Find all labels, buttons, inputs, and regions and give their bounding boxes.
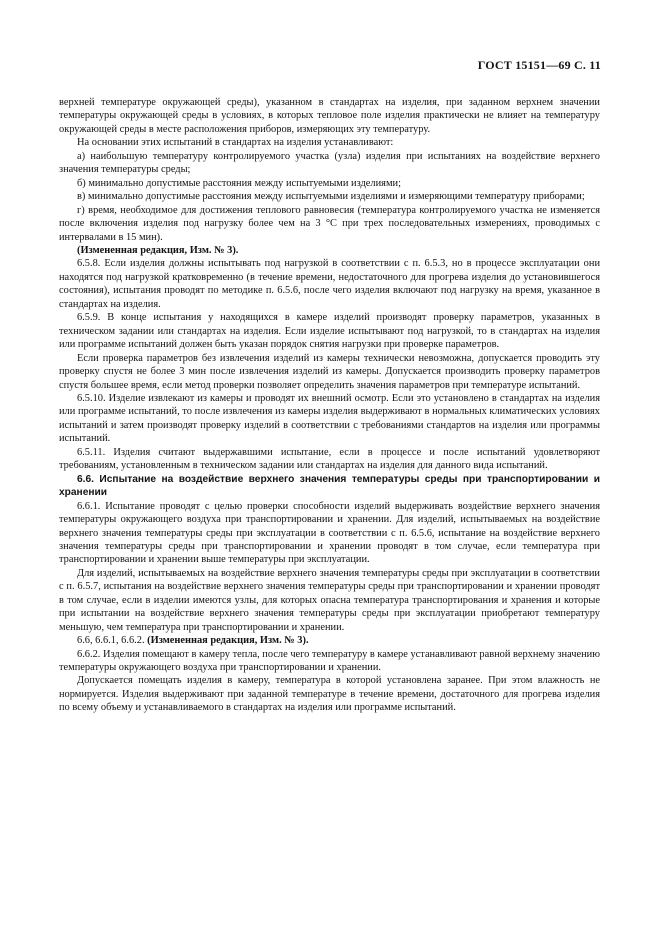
clause-6-5-8: 6.5.8. Если изделия должны испытывать под нагрузкой в соответствии с п. 6.5.3, но в процессе эксплуатации они находятся под нагрузкой кратковременно (в течение времени, недостаточного для прогрева изделия до установившегося состояния), испытания проводят по методике п. 6.5.6, после чего изделия включают под нагрузку на время, указанное в стандартах на изделия. xyxy=(59,258,600,310)
list-item-g: г) время, необходимое для достижения теплового равновесия (температура контролируемого участка не изменяется после включения изделия под нагрузку более чем на 3 °С при трех последовательных измерениях, проводимых с интервалами в 15 мин). xyxy=(59,204,600,243)
amendment-line xyxy=(59,634,600,647)
clause-6-5-10: 6.5.10. Изделие извлекают из камеры и проводят их внешний осмотр. Если это установлено в стандартах на изделия или программе испытаний, то после извлечения из камеры изделия выдерживают в нормальных климатических условиях испытаний и затем производят проверку изделий в соответствии с требованиями стандартов на изделия или программы испытаний. xyxy=(59,392,600,445)
clause-6-5-9: 6.5.9. В конце испытания у находящихся в камере изделий производят проверку параметров, указанных в техническом задании или стандартах на изделия. Если изделие испытывают под нагрузкой, то в стандартах на изделия или программе испытаний должен быть указан порядок снятия нагрузки при проверке параметров. xyxy=(59,312,600,351)
clause-6-5-11: 6.5.11. Изделия считают выдержавшими испытание, если в процессе и после испытаний удовлетворяют требованиям, установленным в техническом задании или стандартах на изделия для данного вида испытаний. xyxy=(59,446,600,472)
amendment-note: (Измененная редакция, Изм. № 3). xyxy=(147,635,309,647)
list-item-a: а) наибольшую температуру контролируемого участка (узла) изделия при испытаниях на воздействие верхнего значения температуры среды; xyxy=(59,150,600,176)
page-body xyxy=(59,96,600,715)
clause-6-6-1: 6.6.1. Испытание проводят с целью проверки способности изделий выдерживать воздействие верхнего значения температуры окружающего воздуха при транспортировании и хранении. Для изделий, испытываемых на воздействие верхнего значения температуры среды при эксплуатации в соответствии с п. 6.5.6, испытание на воздействие верхнего значения температуры среды при транспортировании и хранении проводят в том случае, если температура при транспортировании и хранении выше температуры при эксплуатации. xyxy=(59,500,600,566)
paragraph: На основании этих испытаний в стандартах на изделия устанавливают: xyxy=(77,137,394,149)
paragraph: Если проверка параметров без извлечения изделий из камеры технически невозможна, допускается проводить эту проверку спустя не более 3 мин после извлечения изделий из камеры. Допускается производить проверку параметров спустя большее время, если метод проверки позволяет определить значения параметров при температуре испытаний. xyxy=(59,352,600,391)
list-item-v: в) минимально допустимые расстояния между испытуемыми изделиями и измеряющими температуру приборами; xyxy=(77,191,585,203)
list-item-b: б) минимально допустимые расстояния между испытуемыми изделиями; xyxy=(77,177,401,189)
running-header: ГОСТ 15151—69 С. 11 xyxy=(477,58,601,72)
amendment-note: (Измененная редакция, Изм. № 3). xyxy=(77,244,239,256)
paragraph: Для изделий, испытываемых на воздействие верхнего значения температуры среды при эксплуатации в соответствии с п. 6.5.7, испытания на воздействие верхнего значения температуры среды при транспортировании и хранении проводят в том случае, если в изделии имеются узлы, для которых опасна температура транспортирования и хранения и которые при испытании на воздействие верхнего значения температуры среды при эксплуатации приобретают температуру меньшую, чем температура при транспортировании и хранении. xyxy=(59,567,600,633)
clause-6-6-2: 6.6.2. Изделия помещают в камеру тепла, после чего температуру в камере устанавливают равной верхнему значению температуры окружающего воздуха при транспортировании и хранении. xyxy=(59,648,600,674)
paragraph-continuation: верхней температуре окружающей среды), указанном в стандартах на изделия, при заданном верхнем значении температуры окружающей среды в условиях, в которых тепловое поле изделия практически не влияет на температуру окружающей среды в месте расположения приборов, измеряющих эту температуру. xyxy=(59,97,600,135)
amendment-clauses: 6.6, 6.6.1, 6.6.2. xyxy=(77,635,145,647)
section-heading-6-6: 6.6. Испытание на воздействие верхнего значения температуры среды при транспортировании и хранении xyxy=(59,473,600,499)
paragraph: Допускается помещать изделия в камеру, температура в которой установлена заранее. При этом влажность не нормируется. Изделия выдерживают при заданной температуре в течение времени, достаточного для прогрева изделия по всему объему и устанавливаемого в стандартах на изделия или программе испытаний. xyxy=(59,675,600,714)
